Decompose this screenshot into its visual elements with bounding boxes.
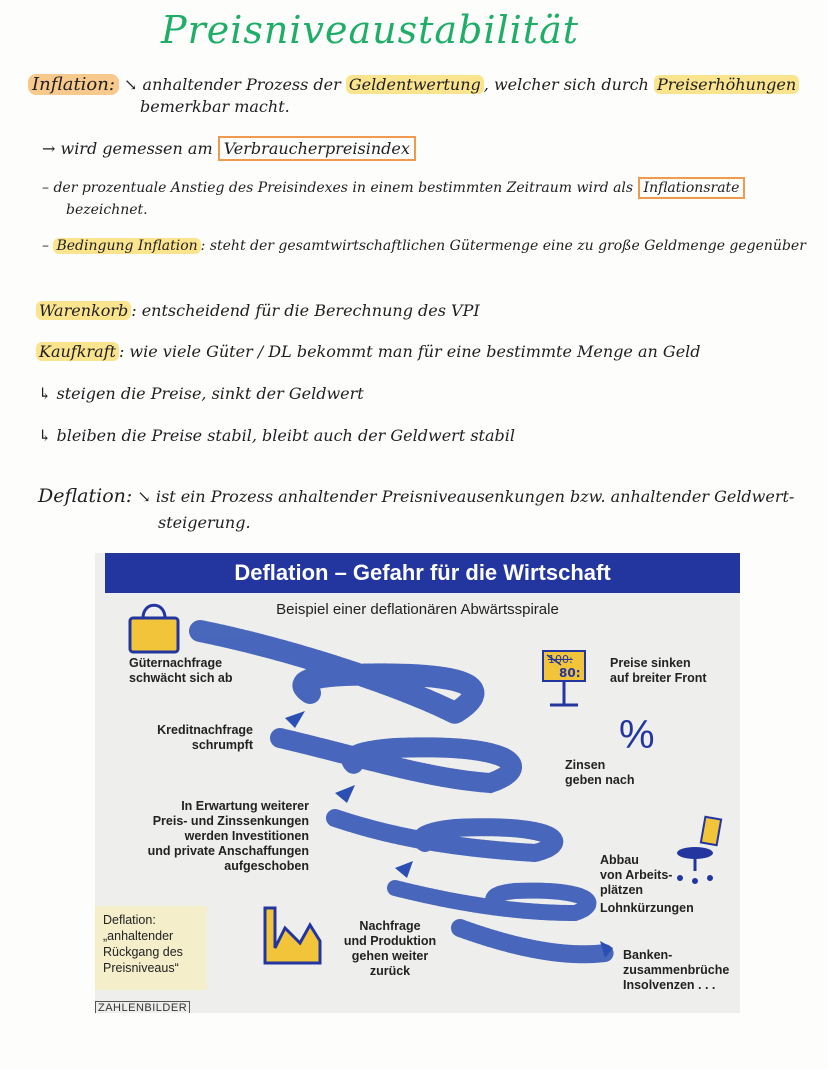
- arrow-head-1: [285, 711, 305, 728]
- price-old: 100:: [548, 653, 573, 666]
- kaufkraft-definition: [36, 342, 701, 361]
- deflation-definition: [38, 485, 794, 507]
- inflation-rate-continuation: bezeichnet.: [66, 202, 148, 218]
- label-banken-line-1: Banken-: [623, 948, 673, 962]
- label-erwartung-line-3: werden Investitionen: [184, 829, 309, 843]
- defbox-line-3: Rückgang des: [103, 945, 183, 959]
- swirl-1: [200, 631, 473, 713]
- label-nachfrage-produktion: [320, 919, 460, 979]
- warenkorb-text: : entscheidend für die Berechnung des VPI: [131, 301, 480, 320]
- label-nachfrage-line-2: und Produktion: [343, 934, 437, 948]
- warenkorb-definition: [36, 301, 480, 320]
- rate-text: – der prozentuale Anstieg des Preisindexes in einem bestimmten Zeitraum wird als: [42, 180, 638, 196]
- label-abbau-line-3: plätzen: [600, 883, 644, 897]
- highlight-preiserhoehungen: Preiserhöhungen: [654, 75, 799, 94]
- percent-icon: %: [619, 713, 655, 757]
- label-preise-line-1: Preise sinken: [610, 656, 691, 670]
- highlight-geldentwertung: Geldentwertung: [346, 75, 484, 94]
- office-chair-icon: [677, 817, 721, 884]
- label-nachfrage-line-4: zurück: [369, 964, 411, 978]
- label-banken-line-2: zusammenbrüche: [623, 963, 730, 977]
- label-kreditnachfrage: [135, 723, 253, 753]
- label-erwartung-line-1: In Erwartung weiterer: [181, 799, 309, 813]
- deflation-def-continuation: steigerung.: [158, 513, 251, 532]
- label-gueternachfrage: [129, 656, 233, 686]
- inflation-condition: [42, 238, 806, 254]
- label-banken-line-3: Insolvenzen . . .: [623, 978, 716, 992]
- cond-text: : steht der gesamtwirtschaftlichen Gütermenge eine zu große Geldmenge gegenüber: [200, 238, 806, 254]
- kaufkraft-text: : wie viele Güter / DL bekommt man für eine bestimmte Menge an Geld: [118, 342, 701, 361]
- swirl-4: [395, 888, 589, 913]
- defbox-line-2: „anhaltender: [103, 929, 174, 943]
- infographic-subtitle: Beispiel einer deflationären Abwärtsspirale: [276, 601, 559, 618]
- label-gueternachfrage-line-1: Güternachfrage: [129, 656, 223, 670]
- label-zinsen-line-1: Zinsen: [565, 758, 606, 772]
- kaufkraft-term: Kaufkraft: [36, 342, 119, 361]
- label-zinsen-line-2: geben nach: [565, 773, 635, 787]
- box-inflationsrate: Inflationsrate: [638, 177, 746, 199]
- defbox-line-1: Deflation:: [103, 913, 156, 927]
- source-label: ZAHLENBILDER: [95, 1001, 190, 1013]
- arrow-head-3: [395, 861, 413, 878]
- price-new: 80:: [559, 666, 581, 680]
- label-erwartung: [115, 799, 309, 874]
- label-abbau-line-2: von Arbeits-: [600, 868, 673, 882]
- label-gueternachfrage-line-2: schwächt sich ab: [129, 671, 233, 685]
- inflation-def-continuation: bemerkbar macht.: [140, 97, 290, 116]
- label-preise-line-2: auf breiter Front: [610, 671, 707, 685]
- deflation-infographic: [95, 553, 740, 1013]
- factory-icon: [265, 908, 320, 963]
- label-banken: [623, 948, 729, 993]
- arrow-head-2: [335, 785, 355, 803]
- deflation-definition-box: [95, 906, 207, 990]
- inflation-measure: [42, 139, 416, 158]
- label-abbau: [600, 853, 672, 898]
- kaufkraft-point-1: ↳ steigen die Preise, sinkt der Geldwert: [38, 384, 364, 403]
- highlight-bedingung: Bedingung Inflation: [53, 238, 200, 254]
- defbox-line-4: Preisniveaus“: [103, 961, 179, 975]
- inflation-def-text-1: ↘ anhaltender Prozess der: [124, 75, 346, 94]
- label-erwartung-line-4: und private Anschaffungen: [147, 844, 309, 858]
- label-erwartung-line-5: aufgeschoben: [224, 859, 309, 873]
- kaufkraft-point-2: ↳ bleiben die Preise stabil, bleibt auch der Geldwert stabil: [38, 426, 515, 445]
- label-preise-sinken: [610, 656, 707, 686]
- label-lohnkuerzungen: Lohnkürzungen: [600, 901, 694, 915]
- inflation-def-text-2: , welcher sich durch: [483, 75, 654, 94]
- cond-dash: –: [42, 238, 54, 254]
- infographic-title: Deflation – Gefahr für die Wirtschaft: [105, 553, 740, 593]
- label-erwartung-line-2: Preis- und Zinssenkungen: [152, 814, 309, 828]
- swirl-2: [280, 738, 512, 783]
- inflation-rate: [42, 180, 745, 196]
- deflation-def-text-1: ↘ ist ein Prozess anhaltender Preisniveausenkungen bzw. anhaltender Geldwert-: [137, 487, 795, 506]
- warenkorb-term: Warenkorb: [36, 301, 131, 320]
- page-title: Preisniveaustabilität: [161, 8, 579, 52]
- label-kreditnachfrage-line-1: Kreditnachfrage: [157, 723, 253, 737]
- measure-text: → wird gemessen am: [42, 139, 218, 158]
- shopping-bag-icon: [130, 605, 178, 652]
- inflation-term: Inflation:: [28, 74, 119, 95]
- deflation-term: Deflation:: [38, 485, 133, 507]
- swirl-5: [460, 928, 605, 954]
- label-nachfrage-line-3: gehen weiter: [351, 949, 429, 963]
- label-zinsen: [565, 758, 634, 788]
- box-verbraucherpreisindex: Verbraucherpreisindex: [218, 136, 416, 161]
- label-nachfrage-line-1: Nachfrage: [359, 919, 421, 933]
- swirl-3: [335, 818, 554, 853]
- inflation-definition: [28, 74, 799, 95]
- label-kreditnachfrage-line-2: schrumpft: [191, 738, 253, 752]
- label-abbau-line-1: Abbau: [600, 853, 639, 867]
